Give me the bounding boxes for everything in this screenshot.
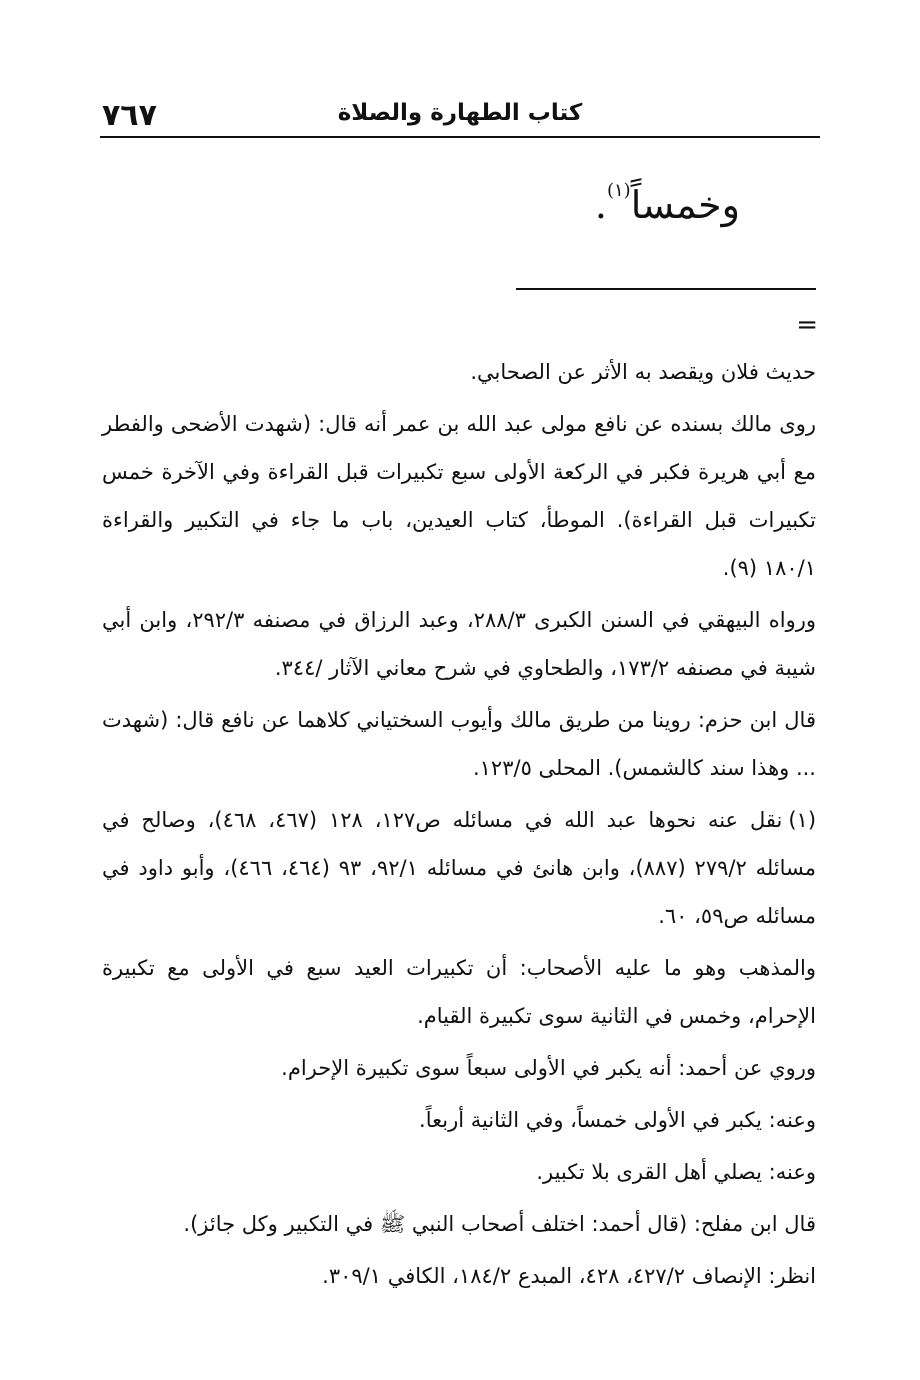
footnotes <box>102 348 816 1304</box>
footnote-continued-paragraph: ورواه البيهقي في السنن الكبرى ٢٨٨/٣، وعبد الرزاق في مصنفه ٢٩٢/٣، وابن أبي شيبة في مصنفه ١٧٣/٢، والطحاوي في شرح معاني الآثار /٣٤٤. <box>102 608 816 680</box>
footnote-1-text: نقل عنه نحوها عبد الله في مسائله ص١٢٧، ١٢٨ (٤٦٧، ٤٦٨)، وصالح في مسائله ٢٧٩/٢ (٨٨٧)، وابن هانئ في مسائله ٩٢/١، ٩٣ (٤٦٤، ٤٦٦)، وأبو داود في مسائله ص٥٩، ٦٠. <box>102 808 817 928</box>
footnote-1-paragraph <box>102 796 816 940</box>
footnote-number: (١) <box>788 808 817 832</box>
footnote-1-paragraph: والمذهب وهو ما عليه الأصحاب: أن تكبيرات العيد سبع في الأولى مع تكبيرة الإحرام، وخمس في الثانية سوى تكبيرة القيام. <box>102 956 816 1028</box>
continuation-mark: = <box>796 310 818 340</box>
footnote-1-paragraph: وعنه: يكبر في الأولى خمساً، وفي الثانية أربعاً. <box>419 1108 816 1132</box>
footnote-continued-paragraph: روى مالك بسنده عن نافع مولى عبد الله بن عمر أنه قال: (شهدت الأضحى والفطر مع أبي هريرة فكبر في الركعة الأولى سبع تكبيرات قبل القراءة وفي الآخرة خمس تكبيرات قبل القراءة). الموطأ، كتاب العيدين، باب ما جاء في التكبير والقراءة ١٨٠/١ (٩). <box>102 412 816 580</box>
main-text <box>595 180 740 227</box>
footnote-continued-paragraph: قال ابن حزم: روينا من طريق مالك وأيوب السختياني كلاهما عن نافع قال: (شهدت ... وهذا سند كالشمس). المحلى ١٢٣/٥. <box>102 708 816 780</box>
main-text-end: . <box>594 183 607 227</box>
page-header <box>100 96 820 138</box>
footnote-1-paragraph: قال ابن مفلح: (قال أحمد: اختلف أصحاب النبي ﷺ في التكبير وكل جائز). <box>183 1212 816 1236</box>
footnote-continued-paragraph: حديث فلان ويقصد به الأثر عن الصحابي. <box>470 360 816 384</box>
footnote-1-paragraph: وروي عن أحمد: أنه يكبر في الأولى سبعاً سوى تكبيرة الإحرام. <box>281 1056 816 1080</box>
footnote-reference: (١) <box>606 180 631 201</box>
running-title: كتاب الطهارة والصلاة <box>337 100 583 126</box>
footnote-separator <box>516 288 816 290</box>
footnote-1-paragraph: انظر: الإنصاف ٤٢٧/٢، ٤٢٨، المبدع ١٨٤/٢، الكافي ٣٠٩/١. <box>322 1264 816 1288</box>
footnote-1-paragraph: وعنه: يصلي أهل القرى بلا تكبير. <box>536 1160 816 1184</box>
main-text-word: وخمساً <box>630 183 740 227</box>
page-number: ٧٦٧ <box>102 98 157 133</box>
